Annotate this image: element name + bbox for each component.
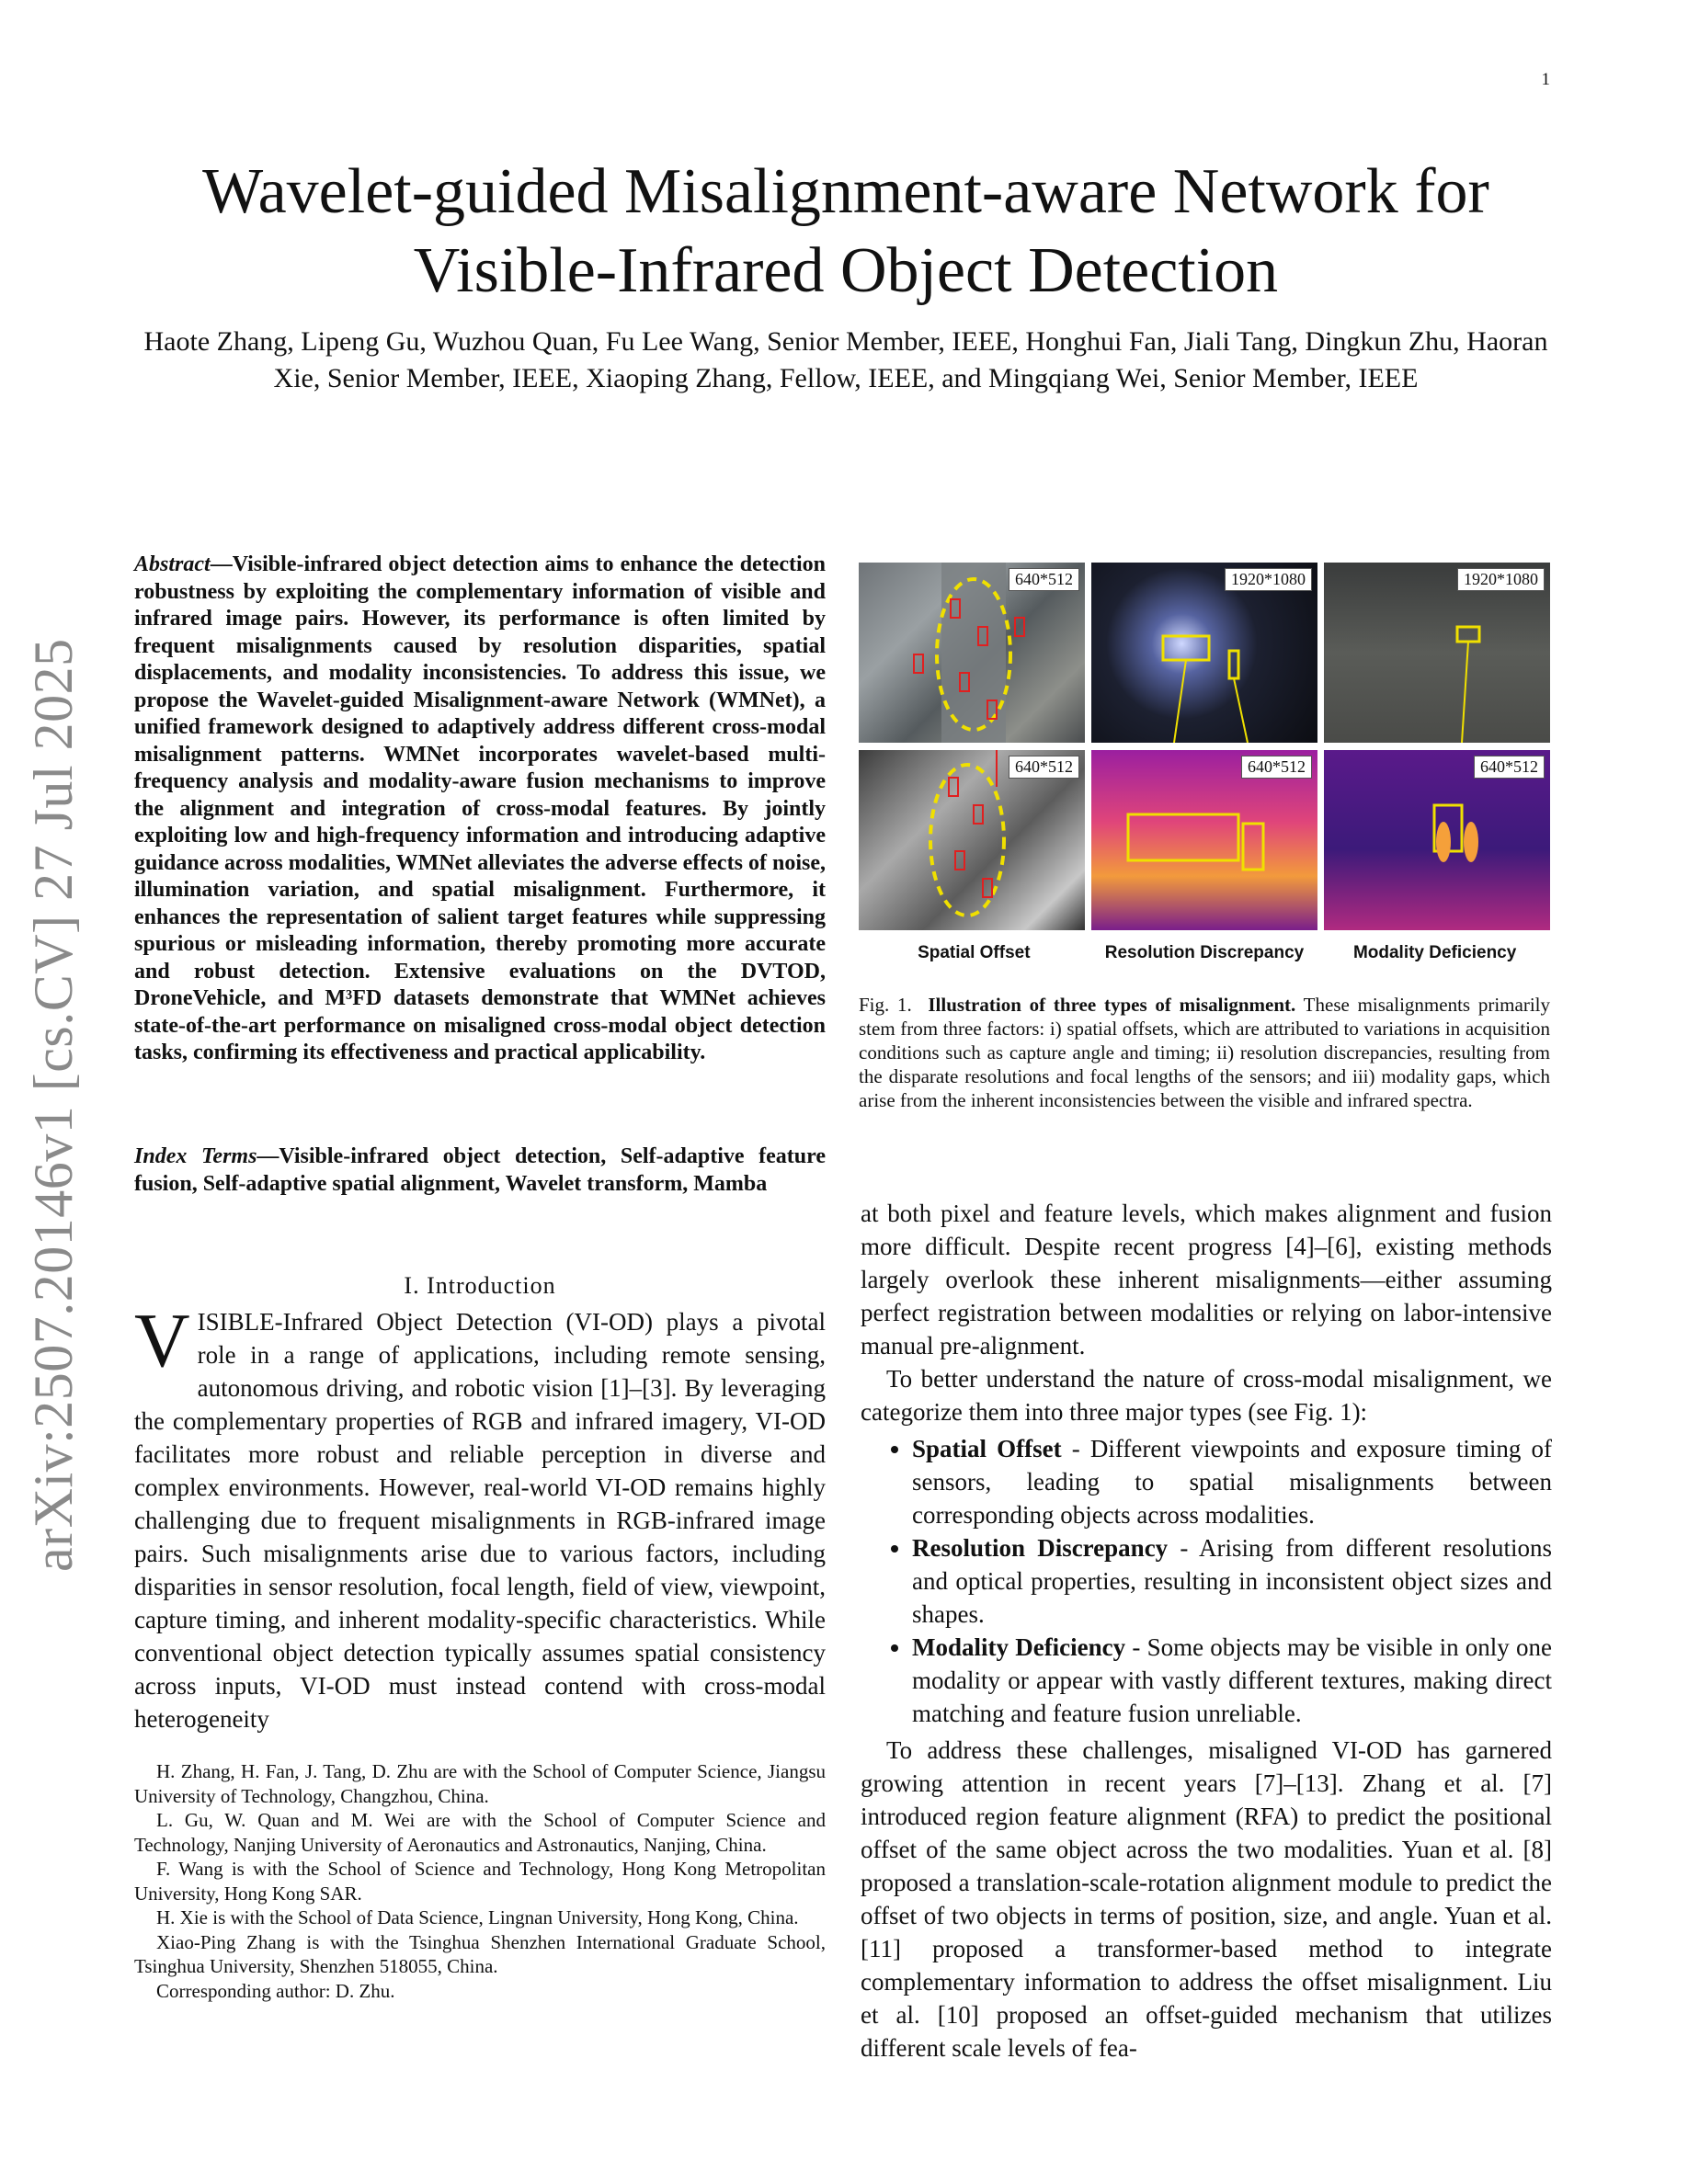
street-rgb-image [1324, 563, 1550, 743]
abstract-lead: Abstract [134, 552, 211, 576]
page-number: 1 [1541, 70, 1550, 89]
footnote: F. Wang is with the School of Science and Technology, Hong Kong Metropolitan University, Hong Kong SAR. [134, 1858, 826, 1905]
resolution-tag: 1920*1080 [1225, 568, 1312, 591]
figure-caption [859, 993, 1550, 1112]
caption-bold: Illustration of three types of misalignment. [928, 994, 1296, 1016]
list-item [912, 1432, 1552, 1531]
resolution-tag: 640*512 [1009, 568, 1079, 591]
index-terms-text: —Visible-infrared object detection, Self-adaptive feature fusion, Self-adaptive spatial alignment, Wavelet transform, Mamba [134, 1144, 826, 1196]
intro-right-paragraph: at both pixel and feature levels, which makes alignment and fusion more difficult. Despite recent progress [4]–[6], existing methods largely overlook these inherent misalignments—either assuming perfect registration between modalities or relying on labor-intensive manual pre-alignment. [861, 1200, 1552, 1359]
night-rgb-image [1091, 563, 1317, 743]
footnote: Corresponding author: D. Zhu. [156, 1979, 395, 2002]
intro-left-text: ISIBLE-Infrared Object Detection (VI-OD) plays a pivotal role in a range of applications, including remote sensing, autonomous driving, and robotic vision [1]–[3]. By leveraging the complementary properties of RGB and infrared imagery, VI-OD facilitates more robust and reliable perception in diverse and complex environments. However, real-world VI-OD remains highly challenging due to frequent misalignments in RGB-infrared image pairs. Such misalignments arise due to various factors, including disparities in sensor resolution, focal length, field of view, viewpoint, capture timing, and inherent modality-specific characteristics. While conventional object detection typically assumes spatial consistency across inputs, VI-OD must instead contend with cross-modal heterogeneity [134, 1308, 826, 1733]
misalignment-types-list [861, 1432, 1552, 1730]
intro-right-column [861, 1197, 1552, 2065]
resolution-tag: 640*512 [1241, 756, 1312, 779]
night-infrared-image [1091, 750, 1317, 930]
aerial-infrared-image [859, 750, 1085, 930]
footnote: L. Gu, W. Quan and M. Wei are with the School of Computer Science and Technology, Nanjing University of Aeronautics and Astronautics, Nanjing, China. [134, 1809, 826, 1856]
resolution-tag: 640*512 [1009, 756, 1079, 779]
paper-title: Wavelet-guided Misalignment-aware Network for Visible-Infrared Object Detection [202, 156, 1489, 306]
list-term: Modality Deficiency [912, 1633, 1126, 1661]
list-term: Spatial Offset [912, 1435, 1062, 1462]
abstract [134, 552, 826, 1067]
author-list: Haote Zhang, Lipeng Gu, Wuzhou Quan, Fu Lee Wang, Senior Member, IEEE, Honghui Fan, Jiali Tang, Dingkun Zhu, Haoran Xie, Senior Member, IEEE, Xiaoping Zhang, Fellow, IEEE, and Mingqiang Wei, Senior Member, IEEE [143, 326, 1548, 393]
footnote: Xiao-Ping Zhang is with the Tsinghua Shenzhen International Graduate School, Tsinghua University, Shenzhen 518055, China. [134, 1930, 826, 1977]
figure-1 [859, 563, 1550, 963]
list-item [912, 1631, 1552, 1730]
aerial-rgb-image [859, 563, 1085, 743]
index-terms [134, 1143, 826, 1198]
section-heading: I. Introduction [404, 1272, 556, 1299]
list-text: - Arising from different resolutions and optical properties, resulting in inconsistent object sizes and shapes. [912, 1534, 1552, 1628]
list-text: - Different viewpoints and exposure timing of sensors, leading to spatial misalignments between corresponding objects across modalities. [912, 1435, 1552, 1529]
index-terms-lead: Index Terms [134, 1144, 257, 1168]
caption-text: These misalignments primarily stem from three factors: i) spatial offsets, which are attributed to variations in acquisition conditions such as capture angle and timing; ii) resolution discrepancies, resulting from the disparate resolutions and focal lengths of the sensors; and iii) modality gaps, which arise from the inherent inconsistencies between the visible and infrared spectra. [859, 994, 1551, 1111]
arxiv-stamp: arXiv:2507.20146v1 [cs.CV] 27 Jul 2025 [23, 638, 84, 1572]
footnote: H. Xie is with the School of Data Science, Lingnan University, Hong Kong, China. [156, 1906, 799, 1928]
list-item [912, 1531, 1552, 1631]
list-text: - Some objects may be visible in only one modality or appear with vastly different textures, making direct matching and feature fusion unreliable. [912, 1633, 1552, 1727]
intro-left-paragraph [134, 1298, 826, 1735]
list-term: Resolution Discrepancy [912, 1534, 1169, 1562]
footnote: H. Zhang, H. Fan, J. Tang, D. Zhu are with the School of Computer Science, Jiangsu University of Technology, Changzhou, China. [134, 1760, 826, 1807]
resolution-tag: 1920*1080 [1457, 568, 1545, 591]
drop-cap: V [134, 1298, 190, 1383]
footnotes [134, 1759, 826, 2003]
figure-label: Spatial Offset [918, 943, 1031, 962]
resolution-tag: 640*512 [1474, 756, 1545, 779]
abstract-text: —Visible-infrared object detection aims to enhance the detection robustness by exploiting the complementary information of visible and infrared image pairs. However, its performance is often limited by frequent misalignments caused by resolution disparities, spatial displacements, and modality inconsistencies. To address this issue, we propose the Wavelet-guided Misalignment-aware Network (WMNet), a unified framework designed to adaptively address different cross-modal misalignment patterns. WMNet incorporates wavelet-based multi-frequency analysis and modality-aware fusion mechanisms to improve the alignment and integration of cross-modal features. By jointly exploiting low and high-frequency information and introducing adaptive guidance across modalities, WMNet alleviates the adverse effects of noise, illumination variation, and spatial misalignment. Furthermore, it enhances the representation of salient target features while suppressing spurious or misleading information, thereby promoting more accurate and robust detection. Extensive evaluations on the DVTOD, DroneVehicle, and M³FD datasets demonstrate that WMNet achieves state-of-the-art performance on misaligned cross-modal object detection tasks, confirming its effectiveness and practical applicability. [134, 552, 826, 1064]
intro-right-paragraph: To address these challenges, misaligned VI-OD has garnered growing attention in recent years [7]–[13]. Zhang et al. [7] introduced region feature alignment (RFA) to predict the positional offset of the same object across the two modalities. Yuan et al. [8] proposed a translation-scale-rotation alignment module to predict the offset of two objects in terms of position, size, and angle. Yuan et al. [11] proposed a transformer-based method to integrate complementary information to address the offset misalignment. Liu et al. [10] proposed an offset-guided mechanism that utilizes different scale levels of fea- [861, 1736, 1552, 2062]
caption-prefix: Fig. 1. [859, 994, 912, 1016]
figure-column-labels [859, 943, 1550, 963]
intro-right-paragraph: To better understand the nature of cross-modal misalignment, we categorize them into three major types (see Fig. 1): [861, 1365, 1552, 1426]
figure-label: Modality Deficiency [1352, 943, 1517, 962]
figure-image-grid [859, 563, 1550, 930]
street-infrared-image [1324, 750, 1550, 930]
figure-label: Resolution Discrepancy [1104, 943, 1305, 962]
